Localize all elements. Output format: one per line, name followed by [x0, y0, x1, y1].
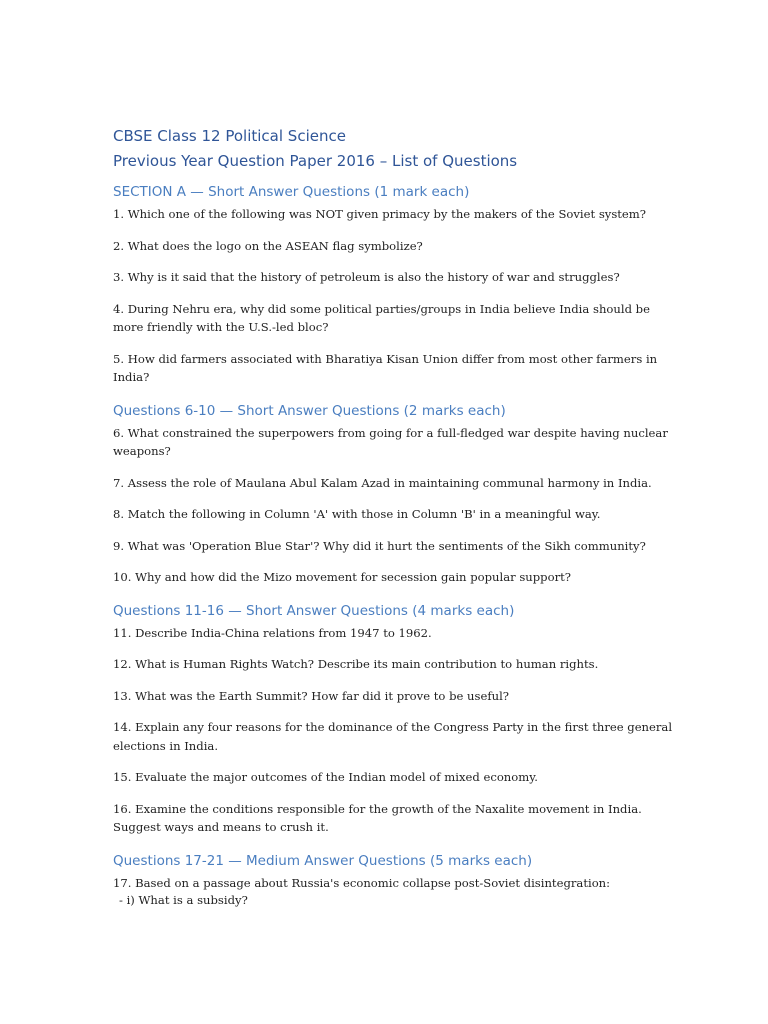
question-16: 16. Examine the conditions responsible for the growth of the Naxalite movement in India. Suggest ways and means to crush it. — [113, 801, 642, 834]
title-line-1: CBSE Class 12 Political Science — [113, 127, 346, 145]
section-heading: SECTION A — Short Answer Questions (1 mark each) — [113, 184, 470, 200]
document-title — [113, 124, 673, 174]
document-page — [113, 124, 673, 909]
title-line-2: Previous Year Question Paper 2016 – List of Questions — [113, 152, 518, 170]
question-15: 15. Evaluate the major outcomes of the Indian model of mixed economy. — [113, 770, 538, 784]
question-11: 11. Describe India-China relations from 1947 to 1962. — [113, 625, 432, 640]
question-2: 2. What does the logo on the ASEAN flag symbolize? — [113, 238, 423, 253]
question-5: 5. How did farmers associated with Bharatiya Kisan Union differ from most other farmers in India? — [113, 351, 658, 384]
section-heading: Questions 11-16 — Short Answer Questions (4 marks each) — [113, 602, 515, 619]
question-3: 3. Why is it said that the history of petroleum is also the history of war and struggles? — [113, 270, 620, 284]
question-17: 17. Based on a passage about Russia's economic collapse post-Soviet disintegration: — [113, 875, 611, 890]
question-1: 1. Which one of the following was NOT given primacy by the makers of the Soviet system? — [113, 207, 647, 221]
sub-question: - i) What is a subsidy? — [119, 893, 248, 907]
section-heading: Questions 17-21 — Medium Answer Questions (5 marks each) — [113, 852, 533, 869]
question-7: 7. Assess the role of Maulana Abul Kalam Azad in maintaining communal harmony in India. — [113, 475, 652, 490]
section-heading: Questions 6-10 — Short Answer Questions (2 marks each) — [113, 402, 506, 419]
section-questions-6-10 — [113, 402, 673, 587]
question-10: 10. Why and how did the Mizo movement for secession gain popular support? — [113, 570, 571, 584]
section-questions-17-21 — [113, 852, 673, 910]
question-12: 12. What is Human Rights Watch? Describe its main contribution to human rights. — [113, 657, 599, 671]
question-14: 14. Explain any four reasons for the dominance of the Congress Party in the first three general elections in India. — [113, 720, 673, 753]
question-8: 8. Match the following in Column 'A' with those in Column 'B' in a meaningful way. — [113, 507, 601, 521]
question-4: 4. During Nehru era, why did some political parties/groups in India believe India should be more friendly with the U.S.-led bloc? — [113, 301, 650, 334]
section-questions-11-16 — [113, 602, 673, 837]
question-9: 9. What was 'Operation Blue Star'? Why did it hurt the sentiments of the Sikh community? — [113, 538, 646, 553]
section-a — [113, 183, 673, 387]
question-13: 13. What was the Earth Summit? How far did it prove to be useful? — [113, 688, 510, 703]
question-6: 6. What constrained the superpowers from going for a full-fledged war despite having nuclear weapons? — [113, 425, 668, 458]
